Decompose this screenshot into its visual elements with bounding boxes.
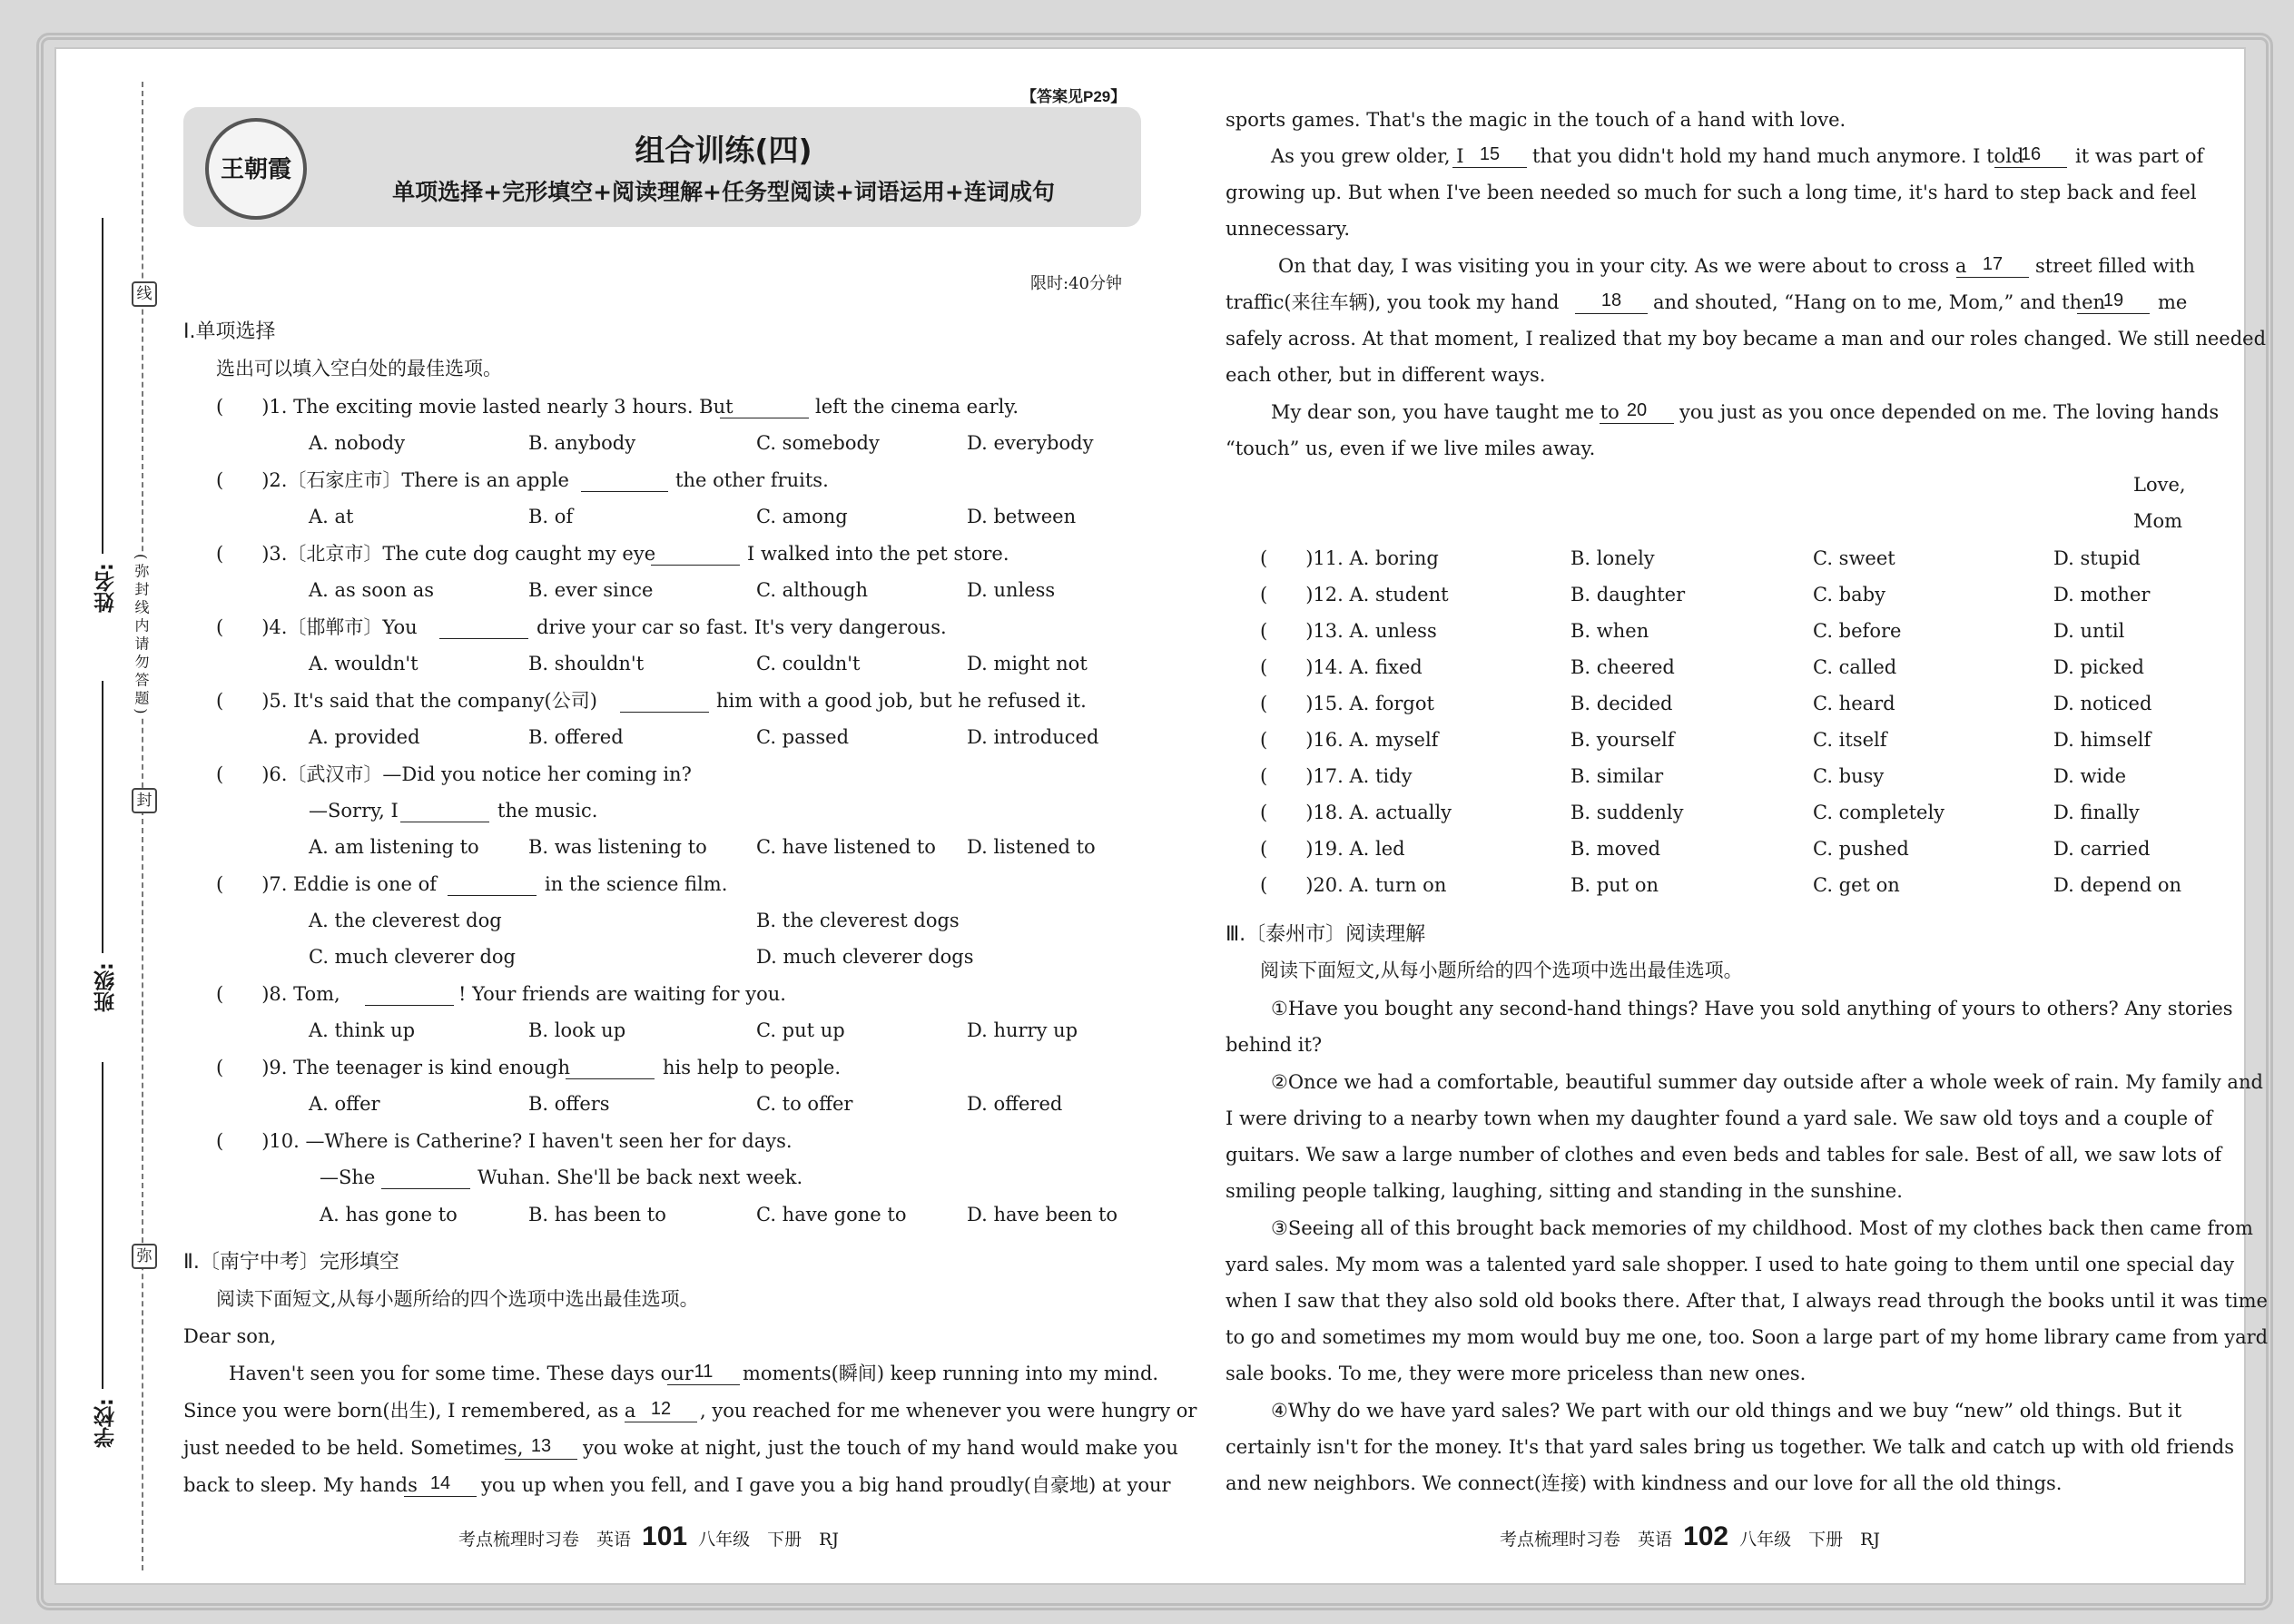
section3-heading: Ⅲ.〔泰州市〕阅读理解 xyxy=(1226,923,1426,946)
cloze-option[interactable]: B. daughter xyxy=(1570,584,1686,605)
cloze-option[interactable]: B. suddenly xyxy=(1570,802,1684,823)
passage-line: you woke at night, just the touch of my hand would make you xyxy=(583,1437,1178,1459)
cloze-option[interactable]: ( )13. A. unless xyxy=(1260,620,1437,642)
blank-number: 18 xyxy=(1600,290,1622,310)
page-number: 101 xyxy=(642,1521,688,1551)
cloze-option[interactable]: ( )17. A. tidy xyxy=(1260,765,1413,787)
q7-option-b[interactable]: B. the cleverest dogs xyxy=(756,910,960,931)
q2-option-c[interactable]: C. among xyxy=(756,506,848,527)
q8-option-a[interactable]: A. think up xyxy=(309,1019,416,1041)
reading-line: when I saw that they also sold old books there. After that, I always read through the books until it was time xyxy=(1226,1290,2268,1312)
blank-14 xyxy=(404,1496,477,1497)
reading-line: ③Seeing all of this brought back memories of my childhood. Most of my clothes back then came from xyxy=(1271,1217,2253,1239)
q8-option-b[interactable]: B. look up xyxy=(528,1019,626,1041)
cloze-option[interactable]: ( )20. A. turn on xyxy=(1260,874,1447,896)
q10-option-b[interactable]: B. has been to xyxy=(528,1204,666,1225)
cloze-option[interactable]: B. when xyxy=(1570,620,1649,642)
cloze-option[interactable]: D. stupid xyxy=(2053,547,2141,569)
logo-text: 王朝霞 xyxy=(220,156,291,183)
passage-line: street filled with xyxy=(2035,255,2195,277)
blank-11 xyxy=(667,1384,740,1385)
cloze-option[interactable]: D. until xyxy=(2053,620,2125,642)
blank-13 xyxy=(505,1459,577,1460)
q7-stem: ( )7. Eddie is one of xyxy=(216,873,437,895)
q7-option-a[interactable]: A. the cleverest dog xyxy=(309,910,502,931)
cloze-option[interactable]: C. sweet xyxy=(1813,547,1895,569)
q4-stem-end: drive your car so fast. It's very dangerous. xyxy=(537,616,947,638)
name-field[interactable] xyxy=(102,218,103,554)
binding-note: (弥封线内请勿答题) xyxy=(133,554,150,718)
blank-17 xyxy=(1956,277,2029,278)
q3-option-a[interactable]: A. as soon as xyxy=(309,579,435,601)
cloze-option[interactable]: D. depend on xyxy=(2053,874,2181,896)
cloze-option[interactable]: ( )12. A. student xyxy=(1260,584,1449,605)
q8-option-c[interactable]: C. put up xyxy=(756,1019,845,1041)
q3-stem: ( )3.〔北京市〕The cute dog caught my eye xyxy=(216,543,656,565)
q3-option-c[interactable]: C. although xyxy=(756,579,869,601)
blank-20 xyxy=(1600,423,1674,424)
cloze-option[interactable]: C. completely xyxy=(1813,802,1945,823)
q10-stem-end: Wuhan. She'll be back next week. xyxy=(478,1166,803,1188)
q3-option-b[interactable]: B. ever since xyxy=(528,579,654,601)
q6-option-a[interactable]: A. am listening to xyxy=(309,836,479,858)
blank-number: 14 xyxy=(429,1473,451,1493)
cloze-option[interactable]: C. before xyxy=(1813,620,1902,642)
reading-line: ④Why do we have yard sales? We part with our old things and we buy “new” old things. But it xyxy=(1271,1400,2182,1422)
cloze-option[interactable]: D. carried xyxy=(2053,838,2151,860)
blank-18 xyxy=(1575,313,1648,314)
q2-option-d[interactable]: D. between xyxy=(967,506,1077,527)
passage-line: you just as you once depended on me. The loving hands xyxy=(1679,401,2220,423)
q6-option-b[interactable]: B. was listening to xyxy=(528,836,707,858)
cloze-option[interactable]: B. put on xyxy=(1570,874,1659,896)
reading-line: to go and sometimes my mom would buy me one, too. Soon a large part of my home library came from yard xyxy=(1226,1326,2269,1348)
reading-line: yard sales. My mom was a talented yard sale shopper. I used to hate going to them until one special day xyxy=(1226,1254,2235,1275)
q6-response: —Sorry, I xyxy=(309,800,399,822)
q5-option-c[interactable]: C. passed xyxy=(756,726,850,748)
cloze-option[interactable]: D. picked xyxy=(2053,656,2144,678)
cloze-option[interactable]: B. moved xyxy=(1570,838,1661,860)
brand-logo xyxy=(205,118,307,220)
q5-option-a[interactable]: A. provided xyxy=(309,726,420,748)
q5-stem-end: him with a good job, but he refused it. xyxy=(716,690,1087,712)
q9-stem: ( )9. The teenager is kind enough xyxy=(216,1057,570,1078)
passage-line: sports games. That's the magic in the touch of a hand with love. xyxy=(1226,109,1846,131)
section1-instruction: 选出可以填入空白处的最佳选项。 xyxy=(216,358,502,379)
passage-line: just needed to be held. Sometimes, xyxy=(183,1437,524,1459)
page-subtitle: 单项选择+完形填空+阅读理解+任务型阅读+词语运用+连词成句 xyxy=(392,179,1055,205)
q9-option-d[interactable]: D. offered xyxy=(967,1093,1063,1115)
passage-line: Since you were born(出生), I remembered, as a xyxy=(183,1400,636,1422)
name-label: 姓名: xyxy=(94,563,118,614)
q2-blank xyxy=(581,491,668,492)
q2-option-b[interactable]: B. of xyxy=(528,506,574,527)
seal-mi: 弥 xyxy=(132,1244,157,1269)
q1-option-c[interactable]: C. somebody xyxy=(756,432,880,454)
q4-option-c[interactable]: C. couldn't xyxy=(756,653,861,674)
cloze-option[interactable]: ( )19. A. led xyxy=(1260,838,1405,860)
letter-closing: Love, xyxy=(2133,474,2186,496)
q9-option-c[interactable]: C. to offer xyxy=(756,1093,853,1115)
q10-option-d[interactable]: D. have been to xyxy=(967,1204,1118,1225)
page-title: 组合训练(四) xyxy=(635,133,812,168)
cloze-option[interactable]: B. lonely xyxy=(1570,547,1655,569)
cloze-option[interactable]: B. yourself xyxy=(1570,729,1675,751)
q5-stem: ( )5. It's said that the company(公司) xyxy=(216,690,597,712)
cloze-option[interactable]: C. heard xyxy=(1813,693,1895,714)
q4-option-d[interactable]: D. might not xyxy=(967,653,1088,674)
cloze-option[interactable]: D. noticed xyxy=(2053,693,2152,714)
q1-stem-end: left the cinema early. xyxy=(815,396,1019,418)
q7-stem-end: in the science film. xyxy=(545,873,728,895)
cloze-option[interactable]: C. get on xyxy=(1813,874,1900,896)
footer-left xyxy=(458,1521,839,1552)
q5-blank xyxy=(620,712,709,713)
blank-15 xyxy=(1452,167,1527,168)
cloze-option[interactable]: C. called xyxy=(1813,656,1897,678)
header-banner xyxy=(183,107,1141,227)
passage-line: you up when you fell, and I gave you a big hand proudly(自豪地) at your xyxy=(481,1474,1171,1496)
passage-line: On that day, I was visiting you in your city. As we were about to cross a xyxy=(1278,255,1967,277)
passage-line: “touch” us, even if we live miles away. xyxy=(1226,438,1596,459)
q1-option-b[interactable]: B. anybody xyxy=(528,432,636,454)
footer-grade: 八年级 下册 RJ xyxy=(1739,1530,1881,1550)
q8-blank xyxy=(365,1005,454,1006)
seal-feng: 封 xyxy=(132,788,157,813)
footer-right xyxy=(1500,1521,1880,1552)
q9-blank xyxy=(566,1078,655,1079)
q4-option-b[interactable]: B. shouldn't xyxy=(528,653,645,674)
reading-line: ②Once we had a comfortable, beautiful summer day outside after a whole week of rain. My family and xyxy=(1271,1071,2263,1093)
q3-stem-end: I walked into the pet store. xyxy=(747,543,1009,565)
passage-line: traffic(来往车辆), you took my hand xyxy=(1226,291,1560,313)
passage-line: moments(瞬间) keep running into my mind. xyxy=(743,1363,1159,1384)
q3-option-d[interactable]: D. unless xyxy=(967,579,1056,601)
q1-option-d[interactable]: D. everybody xyxy=(967,432,1094,454)
class-label: 班级: xyxy=(94,962,118,1013)
cloze-option[interactable]: C. baby xyxy=(1813,584,1885,605)
q8-stem-end: ! Your friends are waiting for you. xyxy=(458,983,786,1005)
q8-stem: ( )8. Tom, xyxy=(216,983,340,1005)
reading-line: guitars. We saw a large number of clothes and even beds and tables for sale. Best of all, we saw lots of xyxy=(1226,1144,2222,1166)
cloze-option[interactable]: B. decided xyxy=(1570,693,1673,714)
q5-option-b[interactable]: B. offered xyxy=(528,726,624,748)
footer-series: 考点梳理时习卷 英语 xyxy=(1500,1530,1673,1550)
cloze-option[interactable]: C. itself xyxy=(1813,729,1887,751)
cloze-option[interactable]: C. pushed xyxy=(1813,838,1909,860)
q10-blank xyxy=(381,1188,470,1189)
cloze-option[interactable]: ( )18. A. actually xyxy=(1260,802,1452,823)
passage-line: back to sleep. My hands xyxy=(183,1474,418,1496)
q4-stem: ( )4.〔邯郸市〕You xyxy=(216,616,418,638)
q7-option-c[interactable]: C. much cleverer dog xyxy=(309,946,516,968)
cloze-option[interactable]: D. wide xyxy=(2053,765,2127,787)
q1-stem: ( )1. The exciting movie lasted nearly 3 hours. But xyxy=(216,396,733,418)
blank-number: 11 xyxy=(694,1362,714,1382)
school-field[interactable] xyxy=(102,1062,103,1389)
cloze-option[interactable]: B. cheered xyxy=(1570,656,1675,678)
q10-response: —She xyxy=(320,1166,376,1188)
passage-line: unnecessary. xyxy=(1226,218,1351,240)
reading-line: smiling people talking, laughing, sitting and standing in the sunshine. xyxy=(1226,1180,1903,1202)
time-limit: 限时:40分钟 xyxy=(1030,274,1122,293)
q8-option-d[interactable]: D. hurry up xyxy=(967,1019,1078,1041)
passage-line: Haven't seen you for some time. These days our xyxy=(229,1363,694,1384)
q6-option-d[interactable]: D. listened to xyxy=(967,836,1096,858)
cloze-option[interactable]: ( )16. A. myself xyxy=(1260,729,1439,751)
q2-stem-end: the other fruits. xyxy=(675,469,829,491)
blank-number: 16 xyxy=(2020,144,2042,164)
q6-stem-end: the music. xyxy=(497,800,598,822)
cloze-option[interactable]: D. mother xyxy=(2053,584,2151,605)
passage-line: and shouted, “Hang on to me, Mom,” and then xyxy=(1653,291,2106,313)
passage-line: , you reached for me whenever you were hungry or xyxy=(700,1400,1197,1422)
blank-number: 13 xyxy=(530,1436,552,1456)
section2-instruction: 阅读下面短文,从每小题所给的四个选项中选出最佳选项。 xyxy=(216,1288,699,1310)
q4-blank xyxy=(439,638,528,639)
cloze-option[interactable]: D. himself xyxy=(2053,729,2151,751)
cloze-option[interactable]: C. busy xyxy=(1813,765,1885,787)
reading-line: and new neighbors. We connect(连接) with kindness and our love for all the old things. xyxy=(1226,1472,2063,1494)
section3-instruction: 阅读下面短文,从每小题所给的四个选项中选出最佳选项。 xyxy=(1260,960,1743,981)
q6-option-c[interactable]: C. have listened to xyxy=(756,836,936,858)
q10-stem: ( )10. —Where is Catherine? I haven't seen her for days. xyxy=(216,1130,793,1152)
passage-line: each other, but in different ways. xyxy=(1226,364,1546,386)
cloze-option[interactable]: ( )15. A. forgot xyxy=(1260,693,1434,714)
letter-signature: Mom xyxy=(2133,510,2183,532)
reading-line: I were driving to a nearby town when my daughter found a yard sale. We saw old toys and a couple of xyxy=(1226,1107,2213,1129)
seal-xian: 线 xyxy=(132,281,157,307)
q9-option-b[interactable]: B. offers xyxy=(528,1093,610,1115)
page-number: 102 xyxy=(1683,1521,1729,1551)
q2-stem: ( )2.〔石家庄市〕There is an apple xyxy=(216,469,569,491)
passage-line: My dear son, you have taught me to xyxy=(1271,401,1620,423)
binding-strip xyxy=(91,82,163,1570)
blank-number: 19 xyxy=(2102,290,2124,310)
q3-blank xyxy=(651,565,740,566)
passage-line: it was part of xyxy=(2075,145,2204,167)
footer-grade: 八年级 下册 RJ xyxy=(698,1530,840,1550)
q9-stem-end: his help to people. xyxy=(663,1057,842,1078)
blank-number: 17 xyxy=(1982,254,2004,274)
q4-option-a[interactable]: A. wouldn't xyxy=(309,653,418,674)
reading-line: behind it? xyxy=(1226,1034,1323,1056)
school-label: 学校: xyxy=(94,1398,118,1449)
q10-option-c[interactable]: C. have gone to xyxy=(756,1204,907,1225)
passage-line: As you grew older, I xyxy=(1271,145,1464,167)
q7-option-d[interactable]: D. much cleverer dogs xyxy=(756,946,974,968)
q5-option-d[interactable]: D. introduced xyxy=(967,726,1099,748)
cloze-option[interactable]: ( )14. A. fixed xyxy=(1260,656,1423,678)
blank-number: 12 xyxy=(650,1399,672,1419)
reading-line: certainly isn't for the money. It's that yard sales bring us together. We talk and catch up with old friends xyxy=(1226,1436,2235,1458)
passage-line: that you didn't hold my hand much anymore. I told xyxy=(1532,145,2024,167)
q6-stem: ( )6.〔武汉市〕—Did you notice her coming in? xyxy=(216,763,692,785)
blank-19 xyxy=(2077,313,2150,314)
footer-series: 考点梳理时习卷 英语 xyxy=(458,1530,632,1550)
passage-line: me xyxy=(2158,291,2188,313)
section1-heading: Ⅰ.单项选择 xyxy=(183,320,276,343)
blank-number: 15 xyxy=(1479,144,1501,164)
blank-16 xyxy=(1994,167,2067,168)
q7-blank xyxy=(448,895,537,896)
answer-reference: 【答案见P29】 xyxy=(1021,88,1127,105)
reading-line: sale books. To me, they were more priceless than new ones. xyxy=(1226,1363,1807,1384)
passage-line: growing up. But when I've been needed so much for such a long time, it's hard to step back and feel xyxy=(1226,182,2197,203)
reading-line: ①Have you bought any second-hand things? Have you sold anything of yours to others? Any stories xyxy=(1271,998,2233,1019)
section2-heading: Ⅱ.〔南宁中考〕完形填空 xyxy=(183,1251,399,1274)
class-field[interactable] xyxy=(102,681,103,953)
passage-line: safely across. At that moment, I realized that my boy became a man and our roles changed. We still needed xyxy=(1226,328,2267,349)
q10-option-a[interactable]: A. has gone to xyxy=(320,1204,458,1225)
q2-option-a[interactable]: A. at xyxy=(309,506,354,527)
letter-salutation: Dear son, xyxy=(183,1325,277,1347)
cloze-option[interactable]: ( )11. A. boring xyxy=(1260,547,1439,569)
q1-option-a[interactable]: A. nobody xyxy=(309,432,406,454)
q9-option-a[interactable]: A. offer xyxy=(309,1093,380,1115)
cloze-option[interactable]: B. similar xyxy=(1570,765,1664,787)
cloze-option[interactable]: D. finally xyxy=(2053,802,2140,823)
blank-number: 20 xyxy=(1626,400,1648,420)
